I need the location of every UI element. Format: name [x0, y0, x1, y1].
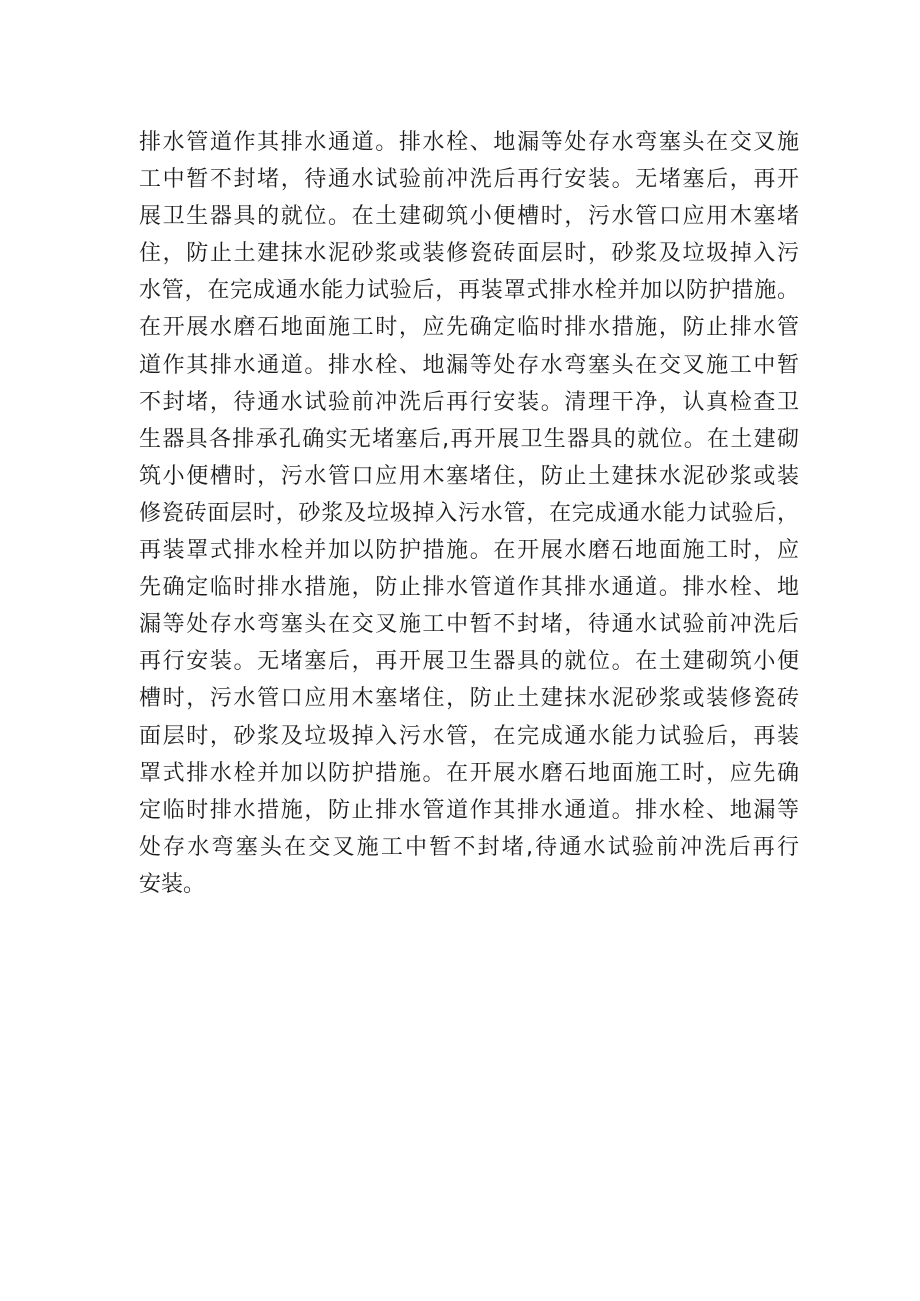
text-line-12: 再装罩式排水栓并加以防护措施。在开展水磨石地面施工时，应 — [139, 538, 799, 564]
text-line-19: 定临时排水措施，防止排水管道作其排水通道。排水栓、地漏等 — [139, 797, 799, 823]
text-line-2: 工中暂不封堵，待通水试验前冲洗后再行安装。无堵塞后，再开 — [139, 167, 799, 193]
text-line-16: 槽时，污水管口应用木塞堵住，防止土建抹水泥砂浆或装修瓷砖 — [139, 686, 799, 712]
text-line-15: 再行安装。无堵塞后，再开展卫生器具的就位。在土建砌筑小便 — [139, 649, 799, 675]
text-line-21: 安装。 — [139, 871, 206, 897]
text-line-18: 罩式排水栓并加以防护措施。在开展水磨石地面施工时，应先确 — [139, 760, 799, 786]
text-line-8: 不封堵，待通水试验前冲洗后再行安装。清理干净，认真检查卫 — [139, 389, 799, 415]
body-paragraph — [139, 124, 799, 903]
text-line-11: 修瓷砖面层时，砂浆及垃圾掉入污水管，在完成通水能力试验后， — [139, 500, 799, 526]
text-line-4: 住，防止土建抹水泥砂浆或装修瓷砖面层时，砂浆及垃圾掉入污 — [139, 241, 799, 267]
text-line-14: 漏等处存水弯塞头在交叉施工中暂不封堵，待通水试验前冲洗后 — [139, 612, 799, 638]
text-line-5: 水管，在完成通水能力试验后，再装罩式排水栓并加以防护措施。 — [139, 278, 799, 304]
text-line-10: 筑小便槽时，污水管口应用木塞堵住，防止土建抹水泥砂浆或装 — [139, 463, 799, 489]
text-line-13: 先确定临时排水措施，防止排水管道作其排水通道。排水栓、地 — [139, 575, 799, 601]
text-line-17: 面层时，砂浆及垃圾掉入污水管，在完成通水能力试验后，再装 — [139, 723, 799, 749]
text-line-6: 在开展水磨石地面施工时，应先确定临时排水措施，防止排水管 — [139, 315, 799, 341]
text-line-20: 处存水弯塞头在交叉施工中暂不封堵,待通水试验前冲洗后再行 — [139, 834, 799, 860]
text-line-9: 生器具各排承孔确实无堵塞后,再开展卫生器具的就位。在土建砌 — [139, 426, 799, 452]
text-line-1: 排水管道作其排水通道。排水栓、地漏等处存水弯塞头在交叉施 — [139, 130, 799, 155]
text-line-3: 展卫生器具的就位。在土建砌筑小便槽时，污水管口应用木塞堵 — [139, 204, 799, 230]
text-line-7: 道作其排水通道。排水栓、地漏等处存水弯塞头在交叉施工中暂 — [139, 352, 799, 378]
